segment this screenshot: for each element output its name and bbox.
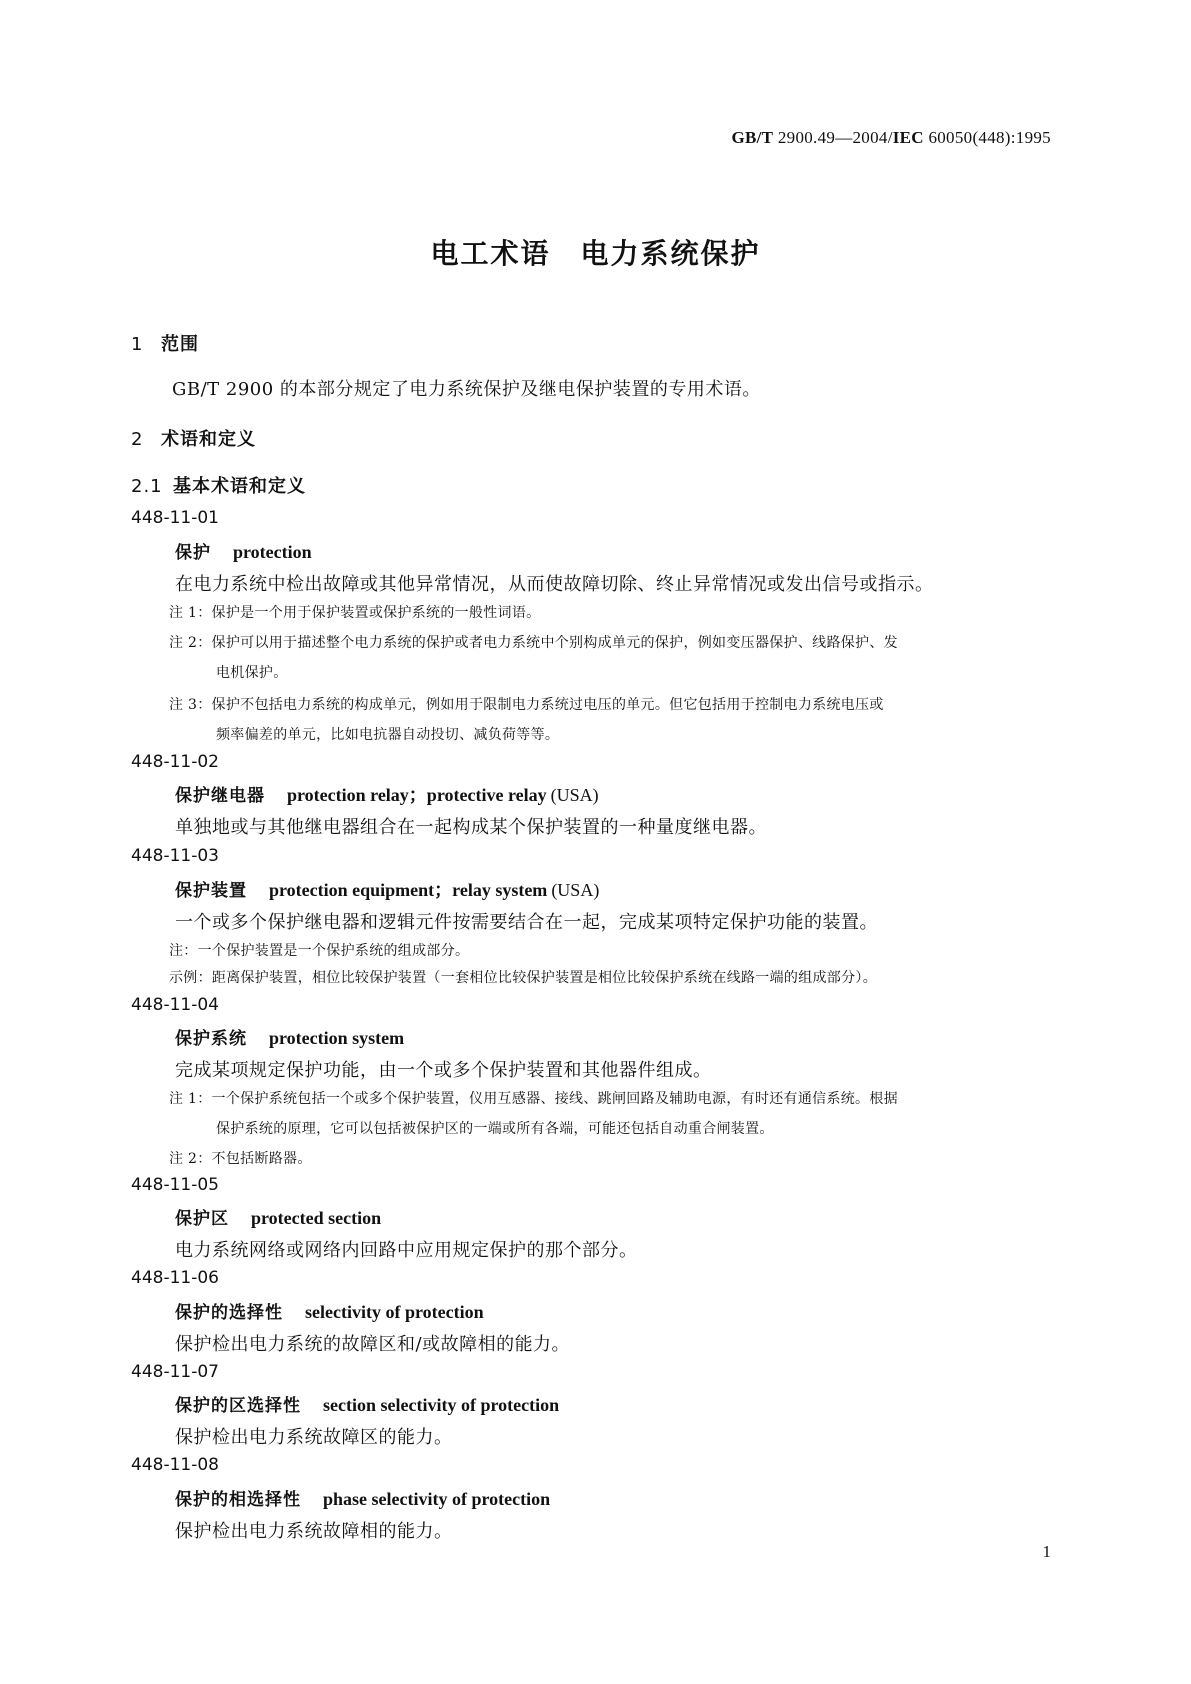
term-definition: 单独地或与其他继电器组合在一起构成某个保护装置的一种量度继电器。 (175, 817, 767, 838)
term-definition: 保护检出电力系统故障区的能力。 (175, 1427, 453, 1448)
term-line (175, 1485, 550, 1510)
term-definition: 完成某项规定保护功能，由一个或多个保护装置和其他器件组成。 (175, 1060, 712, 1081)
section-heading-terms: 2 术语和定义 (131, 429, 256, 450)
term-note: 电机保护。 (216, 665, 288, 681)
page-number: 1 (1042, 1542, 1051, 1561)
entry-number: 448-11-06 (131, 1268, 219, 1288)
term-note: 示例：距离保护装置，相位比较保护装置（一套相位比较保护装置是相位比较保护系统在线路一端的组成部分）。 (169, 970, 877, 986)
term-chinese: 保护装置 (175, 881, 247, 901)
term-definition: 电力系统网络或网络内回路中应用规定保护的那个部分。 (175, 1240, 638, 1261)
term-english: phase selectivity of protection (323, 1489, 551, 1509)
standard-code: GB/T 2900.49—2004/IEC 60050(448):1995 (731, 128, 1051, 147)
entry-number: 448-11-08 (131, 1455, 219, 1475)
term-chinese: 保护系统 (175, 1029, 247, 1049)
entry-number: 448-11-03 (131, 846, 219, 866)
term-chinese: 保护的相选择性 (175, 1490, 301, 1510)
term-region: (USA) (550, 785, 599, 805)
term-line (175, 1391, 559, 1416)
term-english: selectivity of protection (305, 1302, 484, 1322)
entry-number: 448-11-05 (131, 1175, 219, 1195)
term-chinese: 保护的选择性 (175, 1303, 283, 1323)
term-english: protection equipment；relay system (269, 880, 548, 900)
term-note: 注 2：保护可以用于描述整个电力系统的保护或者电力系统中个别构成单元的保护，例如变压器保护、线路保护、发 (169, 635, 898, 651)
term-note: 注 1：保护是一个用于保护装置或保护系统的一般性词语。 (169, 605, 541, 621)
term-note: 注：一个保护装置是一个保护系统的组成部分。 (169, 943, 470, 959)
term-region: (USA) (551, 880, 600, 900)
term-english: protection relay；protective relay (287, 785, 547, 805)
scope-paragraph: GB/T 2900 的本部分规定了电力系统保护及继电保护装置的专用术语。 (172, 379, 761, 400)
term-definition: 保护检出电力系统的故障区和/或故障相的能力。 (175, 1334, 571, 1355)
entry-number: 448-11-02 (131, 752, 219, 772)
entry-number: 448-11-01 (131, 508, 219, 528)
term-english: protection system (269, 1028, 405, 1048)
term-chinese: 保护区 (175, 1209, 229, 1229)
term-chinese: 保护的区选择性 (175, 1396, 301, 1416)
term-english: protected section (251, 1208, 382, 1228)
term-definition: 保护检出电力系统故障相的能力。 (175, 1521, 453, 1542)
term-chinese: 保护继电器 (175, 786, 265, 806)
term-definition: 一个或多个保护继电器和逻辑元件按需要结合在一起，完成某项特定保护功能的装置。 (175, 912, 878, 933)
term-english: section selectivity of protection (323, 1395, 560, 1415)
term-definition: 在电力系统中检出故障或其他异常情况，从而使故障切除、终止异常情况或发出信号或指示。 (175, 574, 934, 595)
term-line (175, 538, 312, 563)
term-line (175, 876, 599, 902)
term-line (175, 1298, 484, 1323)
term-note: 保护系统的原理，它可以包括被保护区的一端或所有各端，可能还包括自动重合闸装置。 (216, 1121, 774, 1137)
term-line (175, 781, 599, 807)
entry-number: 448-11-07 (131, 1362, 219, 1382)
term-note: 注 3：保护不包括电力系统的构成单元，例如用于限制电力系统过电压的单元。但它包括用于控制电力系统电压或 (169, 697, 884, 713)
term-line (175, 1024, 404, 1049)
term-chinese: 保护 (175, 543, 211, 563)
page-title: 电工术语 电力系统保护 (430, 237, 761, 270)
subsection-heading-basic-terms: 2.1 基本术语和定义 (131, 476, 306, 497)
term-note: 注 1：一个保护系统包括一个或多个保护装置，仪用互感器、接线、跳闸回路及辅助电源，有时还有通信系统。根据 (169, 1091, 898, 1107)
term-note: 频率偏差的单元，比如电抗器自动投切、减负荷等等。 (216, 727, 560, 743)
term-note: 注 2：不包括断路器。 (169, 1151, 312, 1167)
entry-number: 448-11-04 (131, 995, 219, 1015)
section-heading-scope: 1 范围 (131, 334, 199, 355)
term-english: protection (233, 542, 312, 562)
term-line (175, 1204, 381, 1229)
